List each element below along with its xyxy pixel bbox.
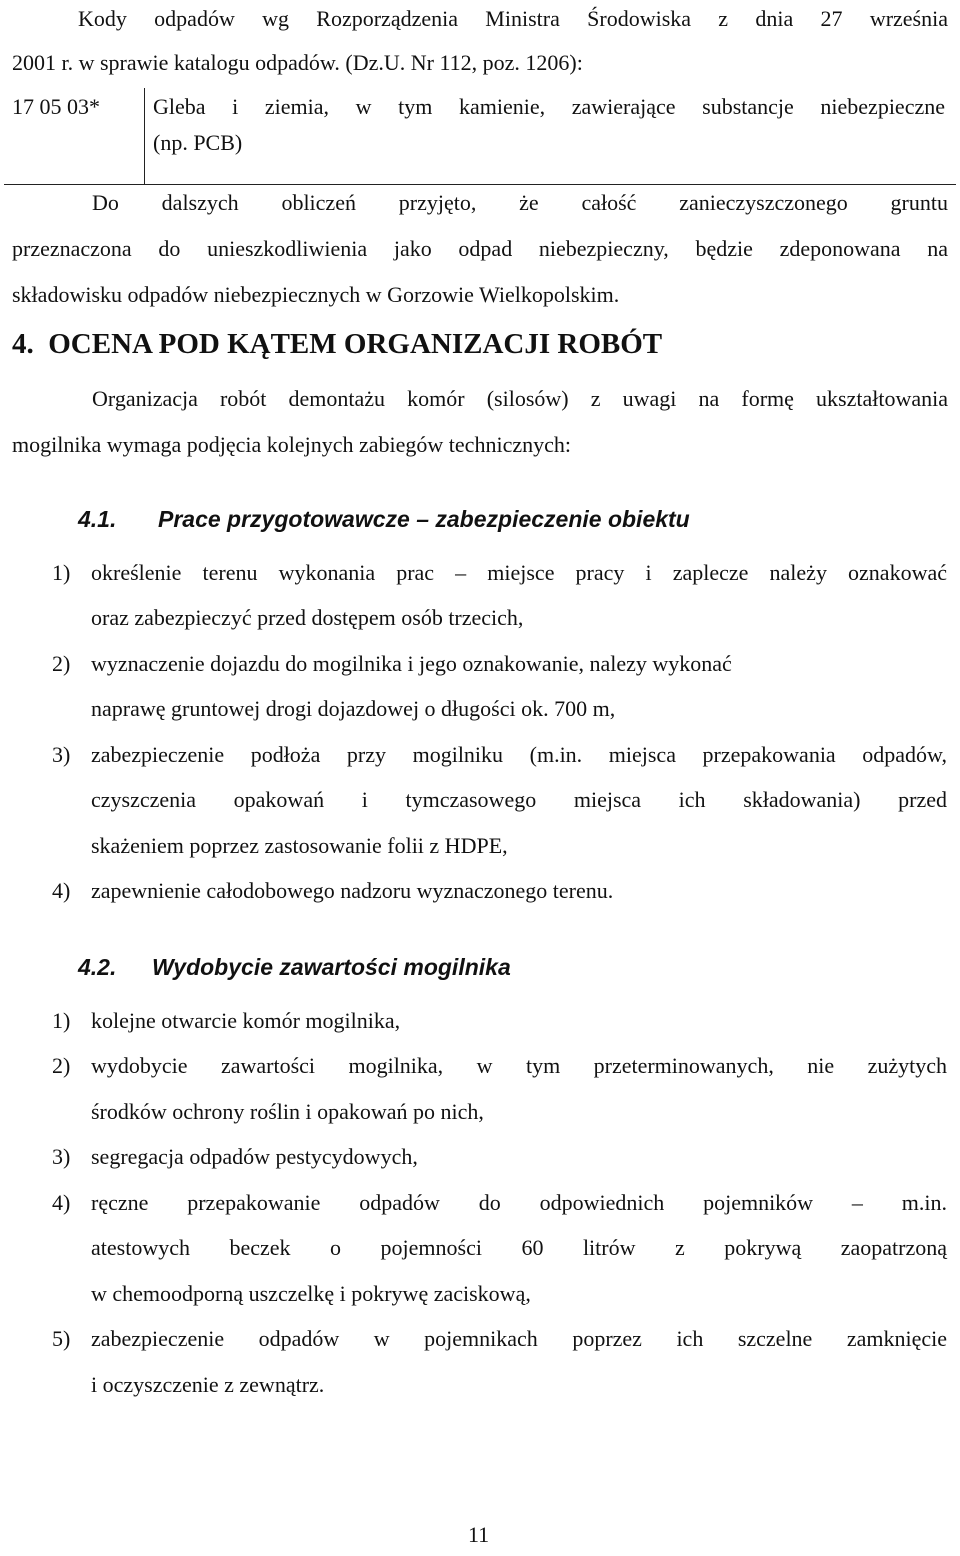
list-item-line: i oczyszczenie z zewnątrz. <box>91 1372 325 1397</box>
paragraph-line-2: przeznaczona do unieszkodliwienia jako odpad niebezpieczny, będzie zdeponowana na <box>12 236 948 261</box>
section-4-heading <box>12 328 662 361</box>
paragraph-line-3: składowisku odpadów niebezpiecznych w Gorzowie Wielkopolskim. <box>12 282 620 307</box>
list-item-line: oraz zabezpieczyć przed dostępem osób trzecich, <box>91 605 524 630</box>
list-item-line: środków ochrony roślin i opakowań po nich, <box>91 1099 484 1124</box>
list-item-number: 3) <box>52 742 71 767</box>
list-item-line: określenie terenu wykonania prac – miejsce pracy i zaplecze należy oznakować <box>91 560 947 585</box>
list-item-line: skażeniem poprzez zastosowanie folii z HDPE, <box>91 833 508 858</box>
page-number: 11 <box>468 1522 490 1547</box>
section-4-1-title: Prace przygotowawcze – zabezpieczenie obiektu <box>158 506 690 532</box>
list-item-line: w chemoodporną uszczelkę i pokrywę zaciskową, <box>91 1281 531 1306</box>
paragraph-line-1: Do dalszych obliczeń przyjęto, że całość zanieczyszczonego gruntu <box>92 190 948 215</box>
list-item-number: 5) <box>52 1326 71 1351</box>
section-4-line-1: Organizacja robót demontażu komór (silosów) z uwagi na formę ukształtowania <box>92 386 948 411</box>
list-item-line: zabezpieczenie odpadów w pojemnikach poprzez ich szczelne zamknięcie <box>91 1326 947 1351</box>
list-item-line: wydobycie zawartości mogilnika, w tym przeterminowanych, nie zużytych <box>91 1053 947 1078</box>
list-item-line: segregacja odpadów pestycydowych, <box>91 1144 418 1169</box>
waste-code-table <box>0 88 960 188</box>
list-item-line: wyznaczenie dojazdu do mogilnika i jego oznakowanie, nalezy wykonać <box>91 651 732 676</box>
list-item-line: czyszczenia opakowań i tymczasowego miejsca ich składowania) przed <box>91 787 947 812</box>
intro-line-2: 2001 r. w sprawie katalogu odpadów. (Dz.U. Nr 112, poz. 1206): <box>12 50 583 75</box>
list-item-line: kolejne otwarcie komór mogilnika, <box>91 1008 401 1033</box>
section-4-2-title: Wydobycie zawartości mogilnika <box>152 954 511 980</box>
list-item-line: zapewnienie całodobowego nadzoru wyznaczonego terenu. <box>91 878 614 903</box>
waste-description-line-1: Gleba i ziemia, w tym kamienie, zawierające substancje niebezpieczne <box>153 94 945 119</box>
section-4-number: 4. <box>12 328 34 360</box>
list-item-line: ręczne przepakowanie odpadów do odpowiednich pojemników – m.in. <box>91 1190 947 1215</box>
section-4-2-number: 4.2. <box>78 954 117 980</box>
waste-description-line-2: (np. PCB) <box>153 130 243 155</box>
list-item-line: zabezpieczenie podłoża przy mogilniku (m.in. miejsca przepakowania odpadów, <box>91 742 947 767</box>
list-item-number: 4) <box>52 878 71 903</box>
section-4-1-number: 4.1. <box>78 506 117 532</box>
list-item-number: 1) <box>52 1008 71 1033</box>
list-item-number: 3) <box>52 1144 71 1169</box>
list-item-number: 1) <box>52 560 71 585</box>
list-item-line: atestowych beczek o pojemności 60 litrów z pokrywą zaopatrzoną <box>91 1235 947 1260</box>
waste-code: 17 05 03* <box>12 94 100 119</box>
list-item-number: 2) <box>52 1053 71 1078</box>
section-4-line-2: mogilnika wymaga podjęcia kolejnych zabiegów technicznych: <box>12 432 571 457</box>
list-item-number: 2) <box>52 651 71 676</box>
intro-line-1: Kody odpadów wg Rozporządzenia Ministra Środowiska z dnia 27 września <box>78 6 948 31</box>
list-item-number: 4) <box>52 1190 71 1215</box>
list-item-line: naprawę gruntowej drogi dojazdowej o długości ok. 700 m, <box>91 696 616 721</box>
section-4-title: OCENA POD KĄTEM ORGANIZACJI ROBÓT <box>48 328 663 360</box>
